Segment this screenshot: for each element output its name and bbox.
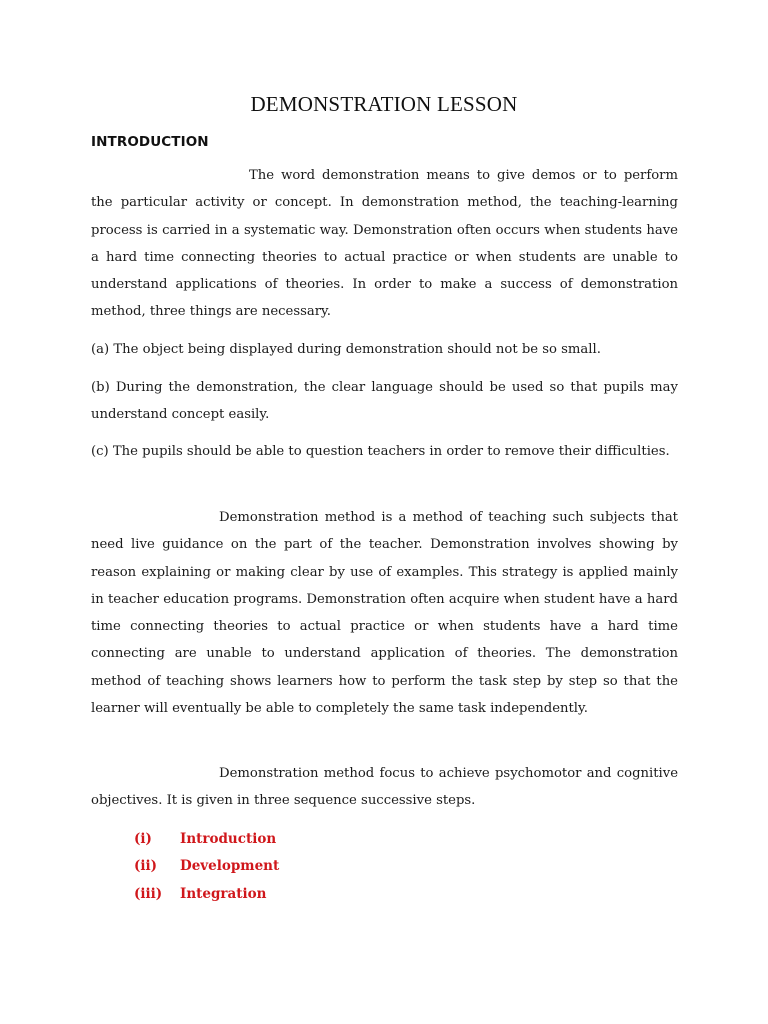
step-label: Introduction [180, 830, 277, 847]
step-item [134, 853, 279, 881]
step-label: Integration [180, 885, 267, 902]
step-number: (iii) [134, 885, 163, 902]
paragraph-definition: Demonstration method is a method of teaching such subjects that need live guidance on the part of the teacher. Demonstration involves showing by reason explaining or making clear by use of examples. This strategy is applied mainly in teacher education programs. Demonstration often acquire when student have a hard time connecting theories to actual practice or when students have a hard time connecting are unable to understand application of theories. The demonstration method of teaching shows learners how to perform the task step by step so that the learner will eventually be able to completely the same task independently. [91, 510, 678, 717]
paragraph-point-c: (c) The pupils should be able to question teachers in order to remove their difficulties. [91, 444, 670, 459]
paragraph-point-a: (a) The object being displayed during demonstration should not be so small. [91, 342, 601, 357]
step-item [134, 880, 279, 908]
paragraph-objectives: Demonstration method focus to achieve psychomotor and cognitive objectives. It is given in three sequence successive steps. [91, 766, 678, 809]
paragraph-point-b: (b) During the demonstration, the clear language should be used so that pupils may understand concept easily. [91, 380, 678, 423]
steps-list [134, 825, 279, 908]
step-number: (ii) [134, 858, 158, 875]
step-label: Development [180, 858, 280, 875]
paragraph-intro: The word demonstration means to give demos or to perform the particular activity or concept. In demonstration method, the teaching-learning process is carried in a systematic way. Demonstration often occurs when students have a hard time connecting theories to actual practice or when students are unable to understand applications of theories. In order to make a success of demonstration method, three things are necessary. [91, 168, 678, 320]
section-heading: INTRODUCTION [91, 134, 209, 150]
page-title: DEMONSTRATION LESSON [250, 92, 518, 116]
step-item [134, 825, 279, 853]
step-number: (i) [134, 830, 152, 847]
